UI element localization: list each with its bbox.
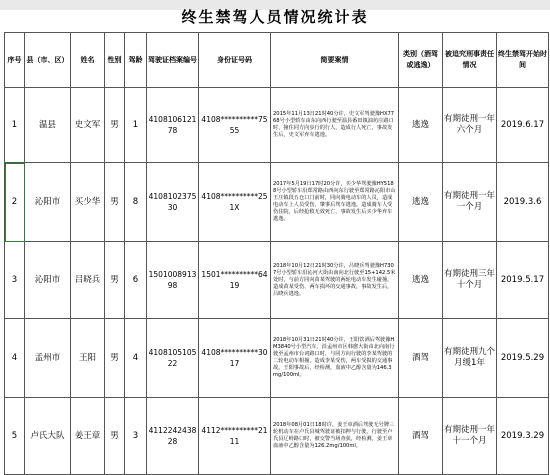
header-ban-start: 终生禁驾开始时间 xyxy=(497,33,549,88)
cell-name[interactable]: 史文军 xyxy=(71,88,105,163)
header-name: 姓名 xyxy=(71,33,105,88)
cell-gender[interactable]: 男 xyxy=(105,242,125,319)
cell-name[interactable]: 买少华 xyxy=(71,163,105,242)
cell-driving-years[interactable]: 3 xyxy=(125,398,147,475)
cell-name[interactable]: 吕晓兵 xyxy=(71,242,105,319)
cell-driving-years[interactable]: 6 xyxy=(125,242,147,319)
cell-county[interactable]: 卢氏大队 xyxy=(25,398,71,475)
cell-category[interactable]: 逃逸 xyxy=(399,88,443,163)
cell-gender[interactable]: 男 xyxy=(105,319,125,398)
cell-license-number[interactable]: 150100891398 xyxy=(147,242,199,319)
header-id-number: 身份证号码 xyxy=(199,33,271,88)
header-driving-years: 驾龄 xyxy=(125,33,147,88)
cell-ban-start[interactable]: 2019.5.17 xyxy=(497,242,549,319)
cell-id-number[interactable]: 4108**********7555 xyxy=(199,88,271,163)
cell-gender[interactable]: 男 xyxy=(105,163,125,242)
cell-category[interactable]: 逃逸 xyxy=(399,242,443,319)
cell-sentence[interactable]: 有期徒刑一年十一个月 xyxy=(443,398,497,475)
cell-name[interactable]: 王阳 xyxy=(71,319,105,398)
header-case-summary: 简要案情 xyxy=(271,33,399,88)
cell-license-number[interactable]: 410810237530 xyxy=(147,163,199,242)
cell-county[interactable]: 沁阳市 xyxy=(25,163,71,242)
header-county: 县（市、区） xyxy=(25,33,71,88)
header-row xyxy=(5,33,549,88)
cell-driving-years[interactable]: 8 xyxy=(125,163,147,242)
driving-ban-table xyxy=(4,32,549,475)
header-category: 类别（酒驾或逃逸） xyxy=(399,33,443,88)
cell-case-summary[interactable]: 2017年5月19日17时20分许，买少华驾驶豫HY5188号小型轿车沿郑常路由西向东行驶至郑常路沁阳市山王庄镇段五仓口门前时，同向骑电动车的人员，造成电动车上人员受伤，肇事后驾车逃逸，造成骑车人受伤住院，后经抢救无效死亡，事故发生后买少华弃车逃逸。 xyxy=(271,163,399,242)
header-gender: 性别 xyxy=(105,33,125,88)
cell-ban-start[interactable]: 2019.5.29 xyxy=(497,319,549,398)
header-license-number: 驾驶证档案编号 xyxy=(147,33,199,88)
header-seq: 序号 xyxy=(5,33,25,88)
cell-gender[interactable]: 男 xyxy=(105,88,125,163)
cell-seq[interactable]: 2 xyxy=(5,163,25,242)
cell-seq[interactable]: 5 xyxy=(5,398,25,475)
cell-case-summary[interactable]: 2018年08月01日18时许，姜王章酒后驾驶无号牌三轮机动车在卢氏县城驾驶证被扣押与行驶，行驶至卢氏县辽岭路口时，被交警当场查获，经检测，姜王章血液中乙醇含量为126.2mg/100ml。 xyxy=(271,398,399,475)
cell-sentence[interactable]: 有期徒刑一年一个月 xyxy=(443,163,497,242)
table-row[interactable] xyxy=(5,319,549,398)
cell-category[interactable]: 酒驾 xyxy=(399,398,443,475)
table-row[interactable] xyxy=(5,398,549,475)
cell-case-summary[interactable]: 2018年10月31日21时40分许，王阳饮酒后驾驶豫HM3840号小型汽车，沿孟州市区韩愈大街由北向南行驶至孟州市台词路口时，与同方向行驶的李某驾驶的二轮电动车相撞，造成李某受伤，两车受损的交通事故。王阳事故后，经检测，血液中乙醇含量为146.3mg/100ml。 xyxy=(271,319,399,398)
cell-seq[interactable]: 3 xyxy=(5,242,25,319)
cell-category[interactable]: 逃逸 xyxy=(399,163,443,242)
cell-license-number[interactable]: 410810612178 xyxy=(147,88,199,163)
cell-category[interactable]: 酒驾 xyxy=(399,319,443,398)
table-row[interactable] xyxy=(5,163,549,242)
cell-case-summary[interactable]: 2018年10月12日21时30分许，吕晓兵驾驶豫H7307号小型轿车沿沁河大街由南向北行驶至15+142.5米处时，与前方同向苗某驾驶的两轮电动车发生碰撞，造成苗某受伤、两车损坏的交通事故，事故发生后，吕晓兵逃逸。 xyxy=(271,242,399,319)
table-title: 终生禁驾人员情况统计表 xyxy=(181,8,369,26)
cell-ban-start[interactable]: 2019.3.6 xyxy=(497,163,549,242)
cell-county[interactable]: 温县 xyxy=(25,88,71,163)
cell-id-number[interactable]: 1501**********6419 xyxy=(199,242,271,319)
cell-license-number[interactable]: 411224243828 xyxy=(147,398,199,475)
cell-gender[interactable]: 男 xyxy=(105,398,125,475)
cell-name[interactable]: 姜王章 xyxy=(71,398,105,475)
cell-seq[interactable]: 1 xyxy=(5,88,25,163)
cell-license-number[interactable]: 410810510522 xyxy=(147,319,199,398)
cell-id-number[interactable]: 4108**********251X xyxy=(199,163,271,242)
table-row[interactable] xyxy=(5,242,549,319)
cell-driving-years[interactable]: 1 xyxy=(125,88,147,163)
cell-sentence[interactable]: 有期徒刑三年十个月 xyxy=(443,242,497,319)
cell-ban-start[interactable]: 2019.6.17 xyxy=(497,88,549,163)
cell-sentence[interactable]: 有期徒刑一年六个月 xyxy=(443,88,497,163)
header-sentence: 被追究刑事责任情况 xyxy=(443,33,497,88)
cell-id-number[interactable]: 4108**********3017 xyxy=(199,319,271,398)
cell-seq[interactable]: 4 xyxy=(5,319,25,398)
cell-id-number[interactable]: 4112**********2111 xyxy=(199,398,271,475)
cell-driving-years[interactable]: 4 xyxy=(125,319,147,398)
table-row[interactable] xyxy=(5,88,549,163)
cell-county[interactable]: 沁阳市 xyxy=(25,242,71,319)
cell-sentence[interactable]: 有期徒刑九个月缓1年 xyxy=(443,319,497,398)
cell-county[interactable]: 孟州市 xyxy=(25,319,71,398)
cell-ban-start[interactable]: 2019.3.29 xyxy=(497,398,549,475)
cell-case-summary[interactable]: 2015年11月13日21时40分许，史文军驾驶豫HX7768号小型轿车由东向西行驶至温县番田镇油坊庄路口时，撞住同方向步行的行人，造成行人死亡，事故发生后，史文军弃车逃逸。 xyxy=(271,88,399,163)
